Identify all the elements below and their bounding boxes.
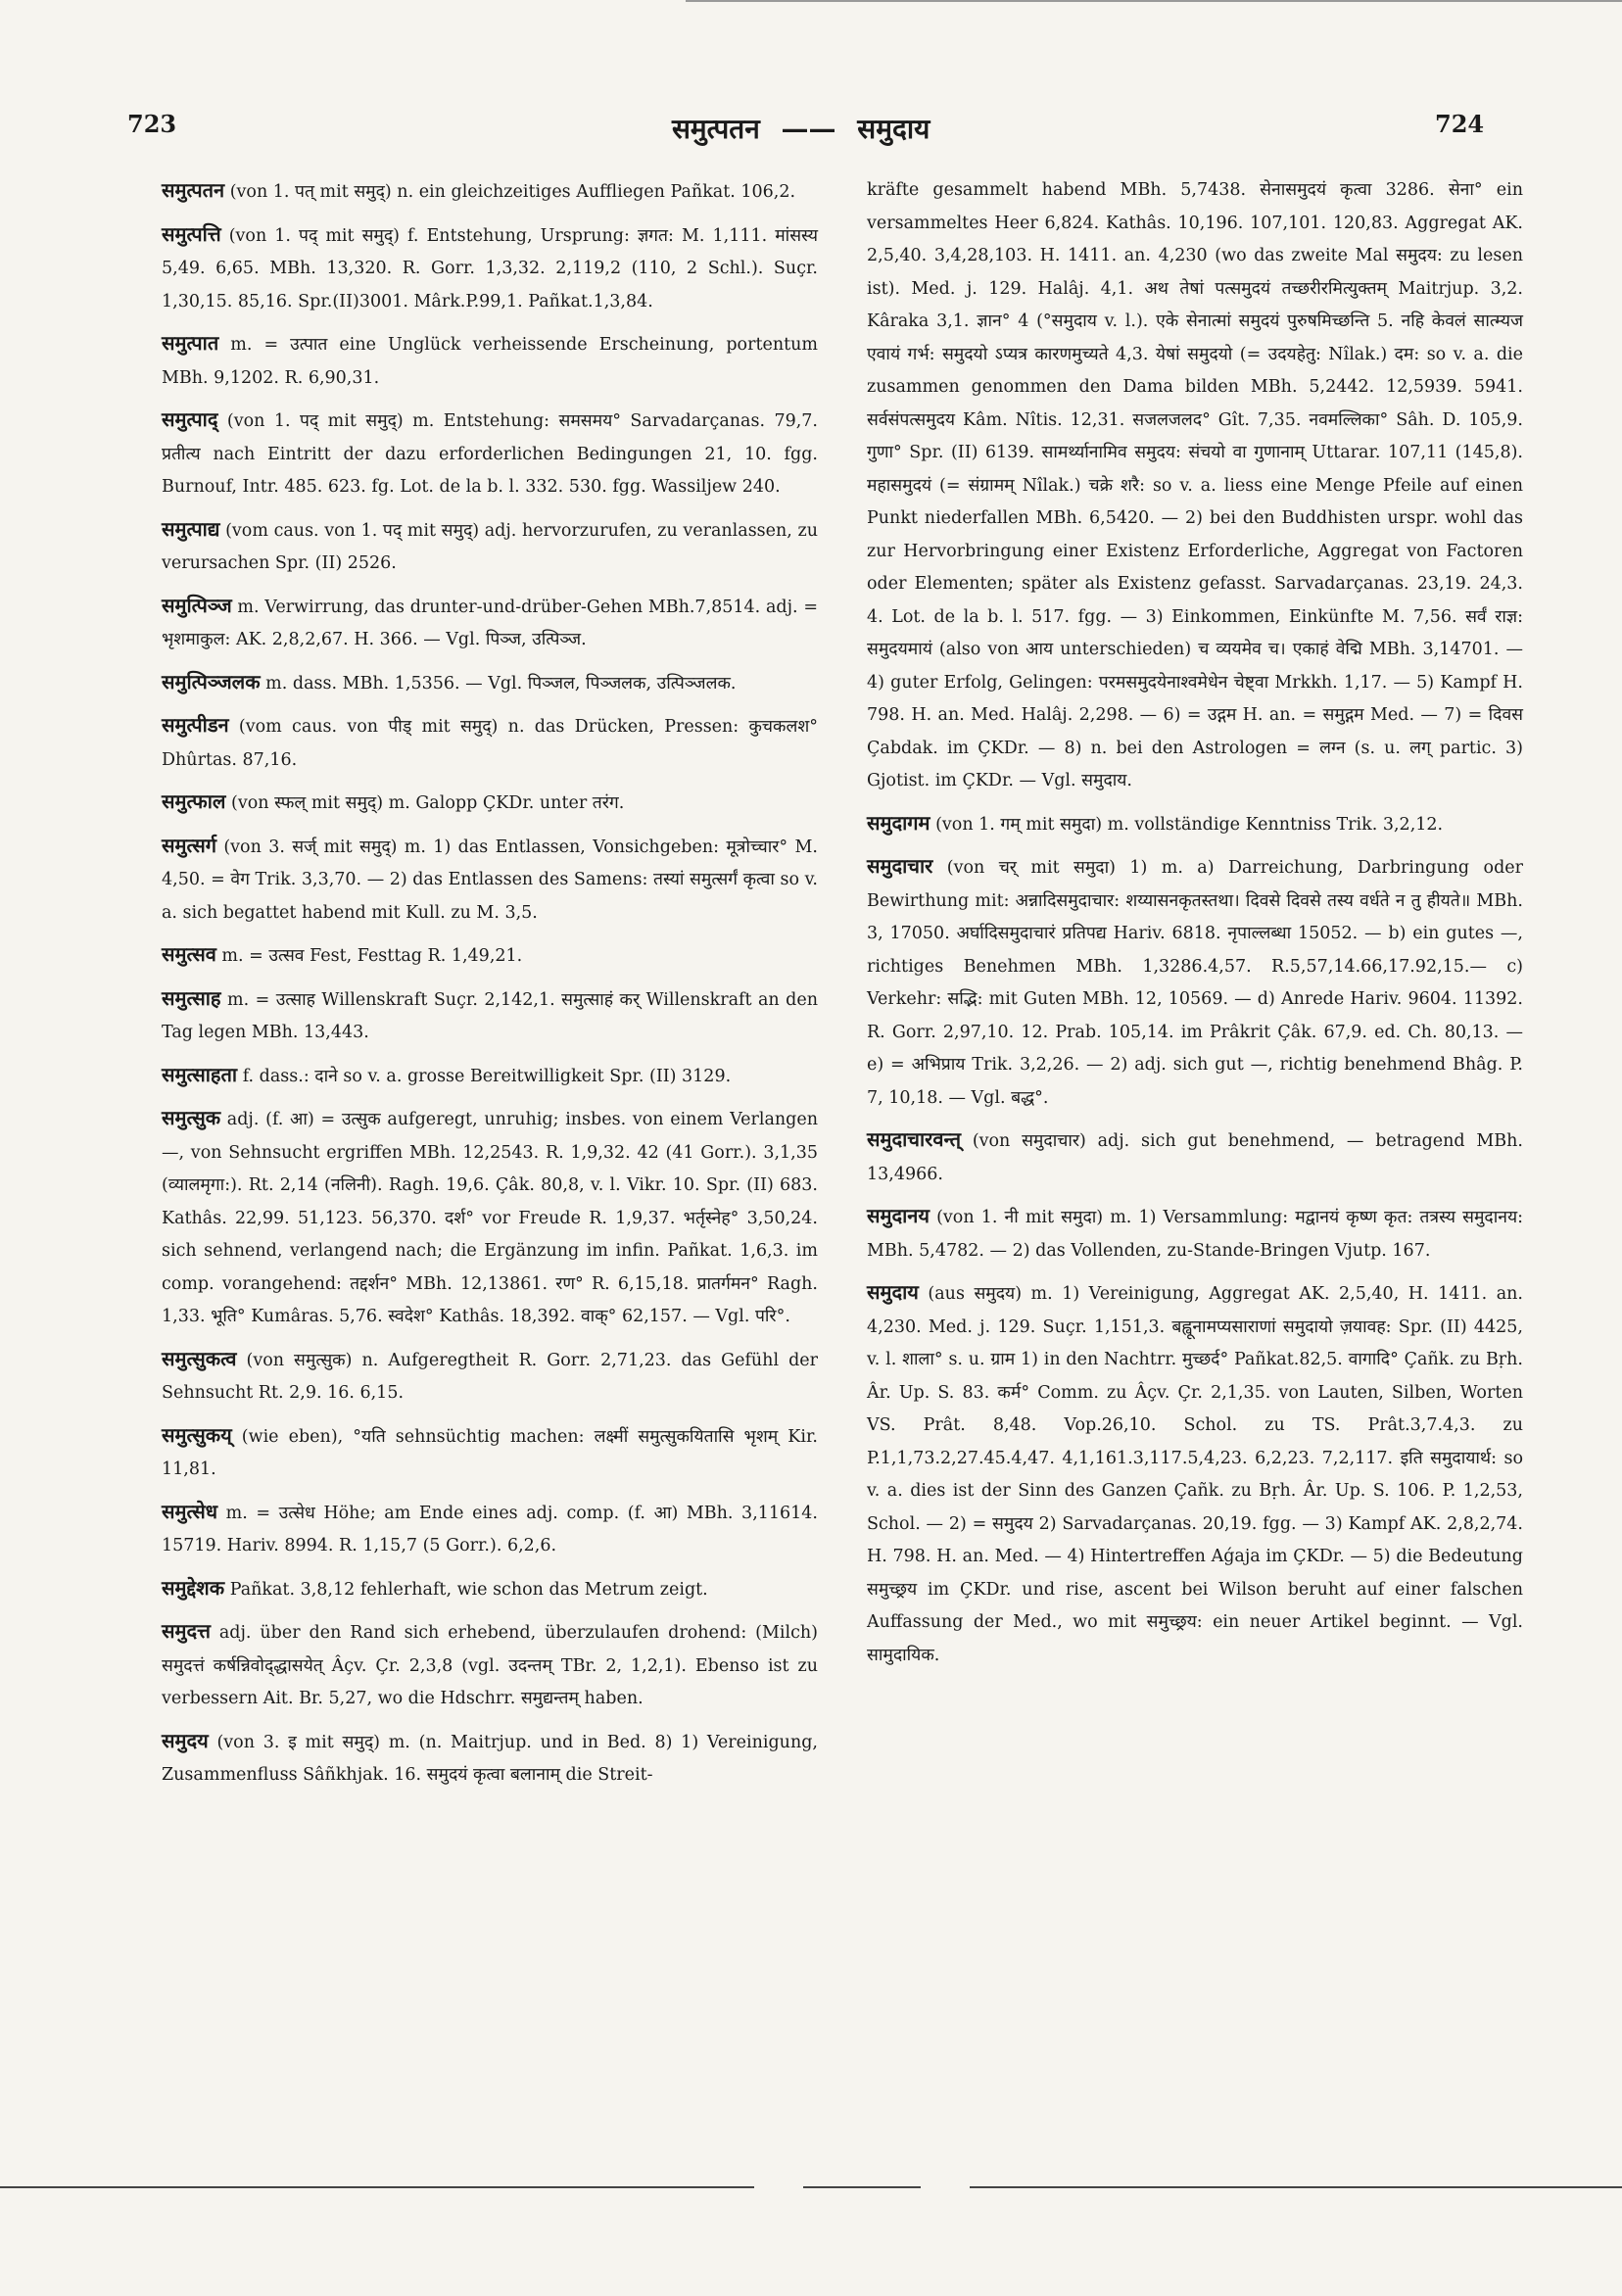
- dictionary-entry: [162, 218, 818, 319]
- entry-lemma: समुत्पिञ्ज: [162, 593, 232, 617]
- entry-text: (von 1. गम् mit समुदा) m. vollständige Kenntniss Trik. 3,2,12.: [935, 814, 1444, 835]
- entry-text: (von 1. पत् mit समुद्) n. ein gleichzeitiges Auffliegen Pañkat. 106,2.: [229, 182, 796, 202]
- entry-lemma: समुत्सुकत्व: [162, 1346, 237, 1370]
- headword-from: समुत्पतन: [672, 113, 760, 145]
- entry-lemma: समुत्पीडन: [162, 713, 229, 737]
- entry-text: (von 1. नी mit समुदा) m. 1) Versammlung: मद्वानयं कृष्ण कृत: तत्रस्य समुदानय: MBh. 5,4782. — 2) das Vollenden, zu-Stande-Bringen Vjutp. 167.: [867, 1208, 1523, 1261]
- dictionary-entry: [162, 709, 818, 777]
- footer-rule: [970, 2186, 1622, 2188]
- dictionary-entry: [162, 1102, 818, 1334]
- entry-lemma: समुत्पतन: [162, 178, 225, 202]
- entry-lemma: समुत्सुक: [162, 1106, 221, 1129]
- entry-text: (wie eben), °यति sehnsüchtig machen: लक्ष्मीं समुत्सुकयितासि भृशम् Kir. 11,81.: [162, 1426, 818, 1479]
- right-column: [867, 174, 1523, 1681]
- entry-text: f. dass.: दाने so v. a. grosse Bereitwilligkeit Spr. (II) 3129.: [242, 1066, 732, 1086]
- dictionary-entry: [162, 666, 818, 701]
- entry-lemma: समुत्साहता: [162, 1062, 238, 1086]
- entry-lemma: समुदाय: [867, 1280, 919, 1304]
- dictionary-entry: [162, 1496, 818, 1563]
- top-rule: [686, 0, 1622, 2]
- entry-lemma: समुत्पाद्य: [162, 516, 220, 541]
- dictionary-entry: [162, 1343, 818, 1411]
- dictionary-entry: [867, 174, 1523, 798]
- entry-lemma: समुत्फाल: [162, 789, 226, 813]
- entry-lemma: समुदागम: [867, 810, 930, 835]
- entry-text: m. dass. MBh. 1,5356. — Vgl. पिञ्जल, पिञ्जलक, उत्पिञ्जलक.: [265, 673, 737, 694]
- left-column: [162, 174, 818, 1801]
- dictionary-entry: [867, 850, 1523, 1115]
- entry-text: m. = उत्साह Willenskraft Suçr. 2,142,1. समुत्साहं कर् Willenskraft an den Tag legen MBh. 13,443.: [162, 989, 818, 1042]
- entry-lemma: समुदाचार: [867, 854, 933, 878]
- running-header: [0, 110, 1622, 149]
- dictionary-entry: [162, 1572, 818, 1607]
- dictionary-entry: [162, 327, 818, 395]
- footer-rule: [803, 2186, 921, 2188]
- footer-rule: [0, 2186, 754, 2188]
- entry-text: m. = उत्सेध Höhe; am Ende eines adj. comp. (f. आ) MBh. 3,11614. 15719. Hariv. 8994. R. 1,15,7 (5 Gorr.). 6,2,6.: [162, 1503, 818, 1555]
- entry-text: adj. über den Rand sich erhebend, überzulaufen drohend: (Milch) समुदत्तं कर्षन्निवोद्‌द्धासयेत् Âçv. Çr. 2,3,8 (vgl. उदन्तम् TBr. 2, 1,2,1). Ebenso ist zu verbessern Ait. Br. 5,27, wo die Hdschrr. समुद्यन्तम् haben.: [162, 1623, 818, 1708]
- dictionary-entry: [162, 590, 818, 657]
- dictionary-entry: [162, 174, 818, 210]
- dictionary-entry: [162, 982, 818, 1050]
- entry-lemma: समुदय: [162, 1728, 209, 1752]
- dictionary-entry: [162, 1615, 818, 1716]
- dictionary-entry: [162, 786, 818, 821]
- entry-lemma: समुत्पत्ति: [162, 221, 221, 246]
- dictionary-entry: [162, 830, 818, 931]
- entry-lemma: समुद्देशक: [162, 1575, 225, 1600]
- entry-text: (von समुदाचार) adj. sich gut benehmend, — betragend MBh. 13,4966.: [867, 1131, 1523, 1184]
- headword-to: समुदाय: [857, 113, 930, 145]
- entry-text: (von 1. पद् mit समुद्) f. Entstehung, Ursprung: ज्ञगत: M. 1,111. मांसस्य 5,49. 6,65. MBh. 13,320. R. Gorr. 1,3,32. 2,119,2 (110, 2 Schl.). Suçr. 1,30,15. 85,16. Spr.(II)3001. Mârk.P.99,1. Pañkat.1,3,84.: [162, 225, 818, 311]
- dictionary-entry: [162, 513, 818, 581]
- entry-lemma: समुत्सव: [162, 942, 216, 966]
- dictionary-entry: [867, 1124, 1523, 1191]
- dictionary-entry: [162, 938, 818, 974]
- dictionary-entry: [867, 807, 1523, 842]
- entry-lemma: समुत्पात: [162, 331, 219, 355]
- entry-lemma: समुत्पाद्: [162, 407, 218, 431]
- entry-text: (von स्फल् mit समुद्) m. Galopp ÇKDr. unter तरंग.: [231, 793, 625, 813]
- page-number-right: 724: [1435, 110, 1485, 138]
- entry-text: adj. (f. आ) = उत्सुक aufgeregt, unruhig; insbes. von einem Verlangen —, von Sehnsucht ergriffen MBh. 12,2543. R. 1,9,32. 42 (41 Gorr.). 3,1,35 (व्यालमृगा:). Rt. 2,14 (नलिनी). Ragh. 19,6. Çâk. 80,8, v. l. Vikr. 10. Spr. (II) 683. Kathâs. 22,99. 51,123. 56,370. दर्श° vor Freude R. 1,9,37. भर्तृस्नेह° 3,50,24. sich sehnend, verlangend nach; die Ergänzung im infin. Pañkat. 1,6,3. im comp. vorangehend: तद्दर्शन° MBh. 12,13861. रण° R. 6,15,18. प्रातर्गमन° Ragh. 1,33. भूति° Kumâras. 5,76. स्वदेश° Kathâs. 18,392. वाक्° 62,157. — Vgl. परि°.: [162, 1110, 818, 1326]
- entry-text: m. = उत्पात eine Unglück verheissende Erscheinung, portentum MBh. 9,1202. R. 6,90,31.: [162, 335, 818, 388]
- entry-text: m. Verwirrung, das drunter-und-drüber-Gehen MBh.7,8514. adj. = भृशमाकुल: AK. 2,8,2,67. H. 366. — Vgl. पिञ्ज, उत्पिञ्ज.: [162, 597, 818, 649]
- dictionary-entry: [162, 404, 818, 504]
- entry-text: (von 3. इ mit समुद्) m. (n. Maitrjup. und in Bed. 8) 1) Vereinigung, Zusammenfluss Sâñkhjak. 16. समुदयं कृत्वा बलानाम् die Streit-: [162, 1732, 818, 1785]
- dictionary-entry: [867, 1276, 1523, 1672]
- entry-text: Pañkat. 3,8,12 fehlerhaft, wie schon das Metrum zeigt.: [229, 1579, 708, 1600]
- dictionary-entry: [162, 1725, 818, 1793]
- entry-text: (vom caus. von पीड् mit समुद्) n. das Drücken, Pressen: कुचकलश° Dhûrtas. 87,16.: [162, 717, 818, 770]
- entry-text: kräfte gesammelt habend MBh. 5,7438. सेनासमुदयं कृत्वा 3286. सेना° ein versammeltes Heer 6,824. Kathâs. 10,196. 107,101. 120,83. Aggregat AK. 2,5,40. 3,4,28,103. H. 1411. an. 4,230 (wo das zweite Mal समुदय: zu lesen ist). Med. j. 129. Halâj. 4,1. अथ तेषां पत्समुदयं तच्छरीरमित्युक्तम् Maitrjup. 3,2. Kâraka 3,1. ज्ञान° 4 (°समुदाय v. l.). एके सेनात्मां समुदयं पुरुषमिच्छन्ति 5. नहि केवलं सात्म्यज एवायं गर्भ: समुदयो ऽप्यत्र कारणमुच्यते 4,3. येषां समुदयो (= उदयहेतु: Nîlak.) दम: so v. a. die zusammen genommen den Dama bilden MBh. 5,2442. 12,5939. 5941. सर्वसंपत्समुदय Kâm. Nîtis. 12,31. सजलजलद° Gît. 7,35. नवमल्लिका° Sâh. D. 105,9. गुणा° Spr. (II) 6139. सामर्थ्यानामिव समुदय: संचयो वा गुणानाम् Uttarar. 107,11 (145,8). महासमुदयं (= संग्रामम् Nîlak.) चक्रे शरै: so v. a. liess eine Menge Pfeile auf einen Punkt niederfallen MBh. 6,5420. — 2) bei den Buddhisten urspr. wohl das zur Hervorbringung einer Existenz Erforderliche, Aggregat von Factoren oder Elementen; später als Existenz gefasst. Sarvadarçanas. 23,19. 24,3. 4. Lot. de la b. l. 517. fgg. — 3) Einkommen, Einkünfte M. 7,56. सर्वं राज्ञ: समुदयमायं (also von आय unterschieden) च व्ययमेव च। एकाहं वेद्मि MBh. 3,14701. — 4) guter Erfolg, Gelingen: परमसमुदयेनाश्वमेधेन चेष्ट्वा Mrkkh. 1,17. — 5) Kampf H. 798. H. an. Med. Halâj. 2,298. — 6) = उद्गम H. an. = समुद्गम Med. — 7) = दिवस Çabdak. im ÇKDr. — 8) n. bei den Astrologen = लग्न (s. u. लग् partic. 3) Gjotist. im ÇKDr. — Vgl. समुदाय.: [867, 180, 1523, 790]
- entry-lemma: समुत्पिञ्जलक: [162, 669, 261, 694]
- dictionary-entry: [867, 1200, 1523, 1268]
- entry-lemma: समुदाचारवन्त्: [867, 1127, 962, 1151]
- dictionary-entry: [162, 1419, 818, 1487]
- entry-lemma: समुदानय: [867, 1204, 930, 1227]
- entry-text: (vom caus. von 1. पद् mit समुद्) adj. hervorzurufen, zu veranlassen, zu verursachen Spr. (II) 2526.: [162, 520, 818, 573]
- entry-lemma: समुत्साह: [162, 985, 221, 1010]
- entry-text: (von 3. सर्ज् mit समुद्) m. 1) das Entlassen, Vonsichgeben: मूत्रोच्चार° M. 4,50. = वेग Trik. 3,3,70. — 2) das Entlassen des Samens: तस्यां समुत्सर्गं कृत्वा so v. a. sich begattet habend mit Kull. zu M. 3,5.: [162, 837, 818, 923]
- entry-text: (von समुत्सुक) n. Aufgeregtheit R. Gorr. 2,71,23. das Gefühl der Sehnsucht Rt. 2,9. 16. 6,15.: [162, 1350, 818, 1403]
- running-headword: [666, 110, 935, 147]
- entry-lemma: समुत्सुकय्: [162, 1422, 232, 1447]
- entry-text: (aus समुदय) m. 1) Vereinigung, Aggregat AK. 2,5,40, H. 1411. an. 4,230. Med. j. 129. Suçr. 1,151,3. बह्वूनामप्यसाराणां समुदायो ज़यावह: Spr. (II) 4425, v. l. शाला° s. u. ग्राम 1) in den Nachtrr. मुच्छर्द° Pañkat.82,5. वागादि° Çañk. zu Bṛh. Âr. Up. S. 83. कर्म° Comm. zu Âçv. Çr. 2,1,35. von Lauten, Silben, Worten VS. Prât. 8,48. Vop.26,10. Schol. zu TS. Prât.3,7.4,3. zu P.1,1,73.2,27.45.4,47. 4,1,161.3,117.5,4,23. 6,2,23. 7,2,117. इति समुदायार्थ: so v. a. dies ist der Sinn des Ganzen Çañk. zu Bṛh. Âr. Up. S. 106. P. 1,2,53, Schol. — 2) = समुदय 2) Sarvadarçanas. 20,19. fgg. — 3) Kampf AK. 2,8,2,74. H. 798. H. an. Med. — 4) Hintertreffen Aǵaja im ÇKDr. — 5) die Bedeutung समुच्छ्रय im ÇKDr. und rise, ascent bei Wilson beruht auf einer falschen Auffassung der Med., wo mit समुच्छ्रय: ein neuer Artikel beginnt. — Vgl. सामुदायिक.: [867, 1284, 1523, 1665]
- entry-text: m. = उत्सव Fest, Festtag R. 1,49,21.: [221, 946, 523, 966]
- dictionary-entry: [162, 1059, 818, 1094]
- entry-lemma: समुत्सेध: [162, 1499, 218, 1523]
- entry-text: (von चर् mit समुदा) 1) m. a) Darreichung, Darbringung oder Bewirthung mit: अन्नादिसमुदाचार: शय्यासनकृतस्तथा। दिवसे दिवसे तस्य वर्धते न तु हीयते॥ MBh. 3, 17050. अर्घादिसमुदाचारं प्रतिपद्य Hariv. 6818. नृपाल्लब्धा 15052. — b) ein gutes —, richtiges Benehmen MBh. 1,3286.4,57. R.5,57,14.66,17.92,15.— c) Verkehr: सद्भि: mit Guten MBh. 12, 10569. — d) Anrede Hariv. 9604. 11392. R. Gorr. 2,97,10. 12. Prab. 105,14. im Prâkrit Çâk. 67,9. ed. Ch. 80,13. — e) = अभिप्राय Trik. 3,2,26. — 2) adj. sich gut —, richtig benehmend Bhâg. P. 7, 10,18. — Vgl. बद्ध°.: [867, 858, 1523, 1108]
- page-number-left: 723: [127, 110, 177, 138]
- headword-dash: ——: [781, 113, 836, 145]
- entry-lemma: समुत्सर्ग: [162, 833, 216, 857]
- entry-text: (von 1. पद् mit समुद्) m. Entstehung: समसमय° Sarvadarçanas. 79,7. प्रतीत्य nach Eintritt der dazu erforderlichen Bedingungen 21, 10. fgg. Burnouf, Intr. 485. 623. fg. Lot. de la b. l. 332. 530. fgg. Wassiljew 240.: [162, 411, 818, 497]
- entry-lemma: समुदत्त: [162, 1619, 211, 1643]
